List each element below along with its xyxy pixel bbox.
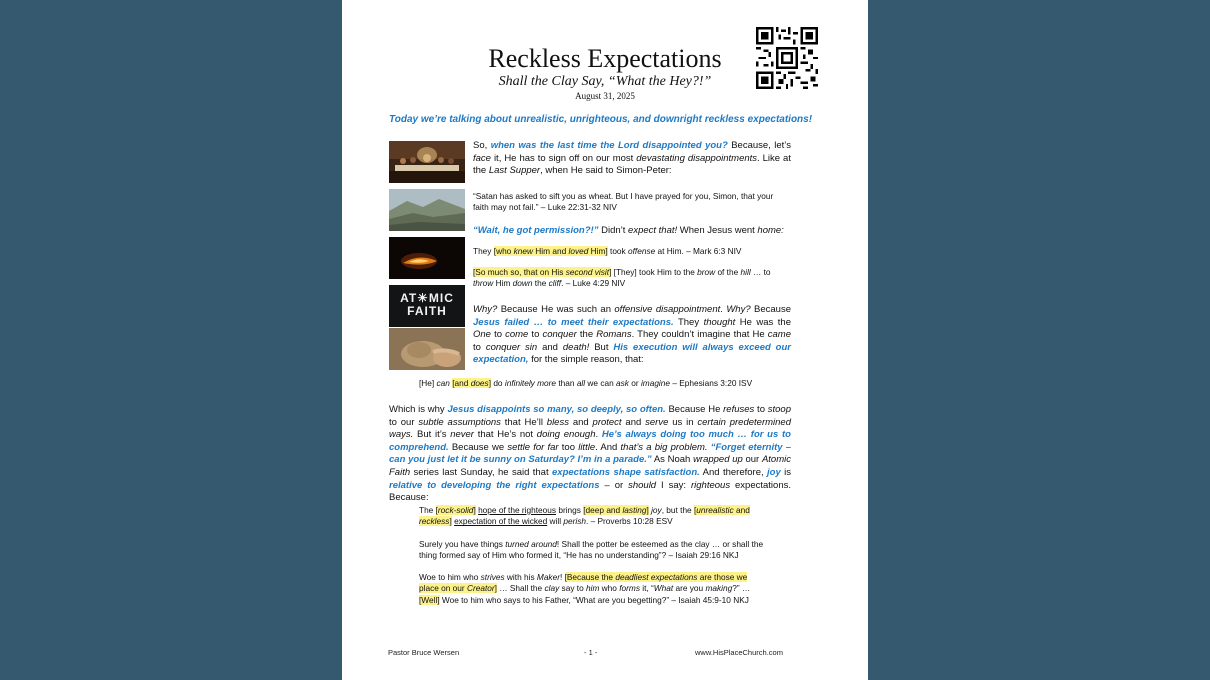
qr-code-icon xyxy=(756,27,818,89)
document-date: August 31, 2025 xyxy=(575,91,635,101)
last-supper-image xyxy=(389,141,465,183)
thumbnail-strip xyxy=(389,141,465,376)
paragraph-last-supper: So, when was the last time the Lord disappointed you? Because, let’s face it, He has to sign off on our most devastating disappointments. Like at the Last Supper, when He said to Simon-Peter: xyxy=(473,140,791,177)
footer-page-number: - 1 - xyxy=(584,648,598,657)
quote-luke-4: [So much so, that on His second visit] [They] took Him to the brow of the hill … to throw Him down the cliff. – Luke 4:29 NIV xyxy=(473,267,771,289)
footer-author: Pastor Bruce Wersen xyxy=(388,648,460,657)
document-page xyxy=(342,0,868,680)
quote-isaiah-45: Woe to him who strives with his Maker! [Because the deadliest expectations are those we place on our Creator] … Shall the clay say to him who forms it, “What are you making?” … [Well] Woe to him who says to his Father, “What are you begetting?” – Isaiah 45:9-10 NKJ xyxy=(419,572,751,605)
quote-ephesians-3: [He] can [and does] do infinitely more than all we can ask or imagine – Ephesians 3:20 ISV xyxy=(419,378,753,388)
quote-luke-22: “Satan has asked to sift you as wheat. But I have prayed for you, Simon, that your faith may not fail.” – Luke 22:31-32 NIV xyxy=(473,191,774,213)
quote-mark-6: They [who knew Him and loved Him] took offense at Him. – Mark 6:3 NIV xyxy=(473,246,742,256)
atomic-logo-line2: FAITH xyxy=(407,304,447,318)
potter-clay-hands-image xyxy=(389,328,465,370)
paragraph-jesus-disappoints: Which is why Jesus disappoints so many, so deeply, so often. Because He refuses to stoop to our subtle assumptions that He’ll bless and protect and serve us in certain predetermined ways. But it’s never that He’s not doing enough. He’s always doing too much … for us to comprehend. Because we settle for far too little. And that’s a big problem. “Forget eternity – can you just let it be sunny on Saturday? I’m in a parade.” As Noah wrapped up our Atomic Faith series last Sunday, he said that expectations shape satisfaction. And therefore, joy is relative to developing the right expectations – or should I say: righteous expectations. Because: xyxy=(389,404,792,504)
paragraph-permission: “Wait, he got permission?!” Didn’t expect that! When Jesus went home: xyxy=(473,225,784,236)
glowing-flame-image xyxy=(389,237,465,279)
document-subtitle: Shall the Clay Say, “What the Hey?!” xyxy=(498,74,712,89)
intro-statement: Today we’re talking about unrealistic, unrighteous, and downright reckless expectations! xyxy=(389,114,813,125)
mountain-cliff-image xyxy=(389,189,465,231)
paragraph-offensive-disappointment: Why? Because He was such an offensive disappointment. Why? Because Jesus failed … to meet their expectations. They thought He was the One to come to conquer the Romans. They couldn’t imagine that He came to conquer sin and death! But His execution will always exceed our expectation, for the simple reason, that: xyxy=(473,304,792,366)
atomic-faith-logo xyxy=(389,285,465,327)
atomic-logo-line1: AT☀MIC xyxy=(400,291,454,305)
footer-website: www.HisPlaceChurch.com xyxy=(695,648,783,657)
document-title: Reckless Expectations xyxy=(488,44,722,73)
quote-proverbs-10: The [rock-solid] hope of the righteous brings [deep and lasting] joy, but the [unrealistic and reckless] expectation of the wicked will perish. – Proverbs 10:28 ESV xyxy=(419,505,750,527)
quote-isaiah-29: Surely you have things turned around! Shall the potter be esteemed as the clay … or shall the thing formed say of Him who formed it, “He has no understanding”? – Isaiah 29:16 NKJ xyxy=(419,539,764,561)
